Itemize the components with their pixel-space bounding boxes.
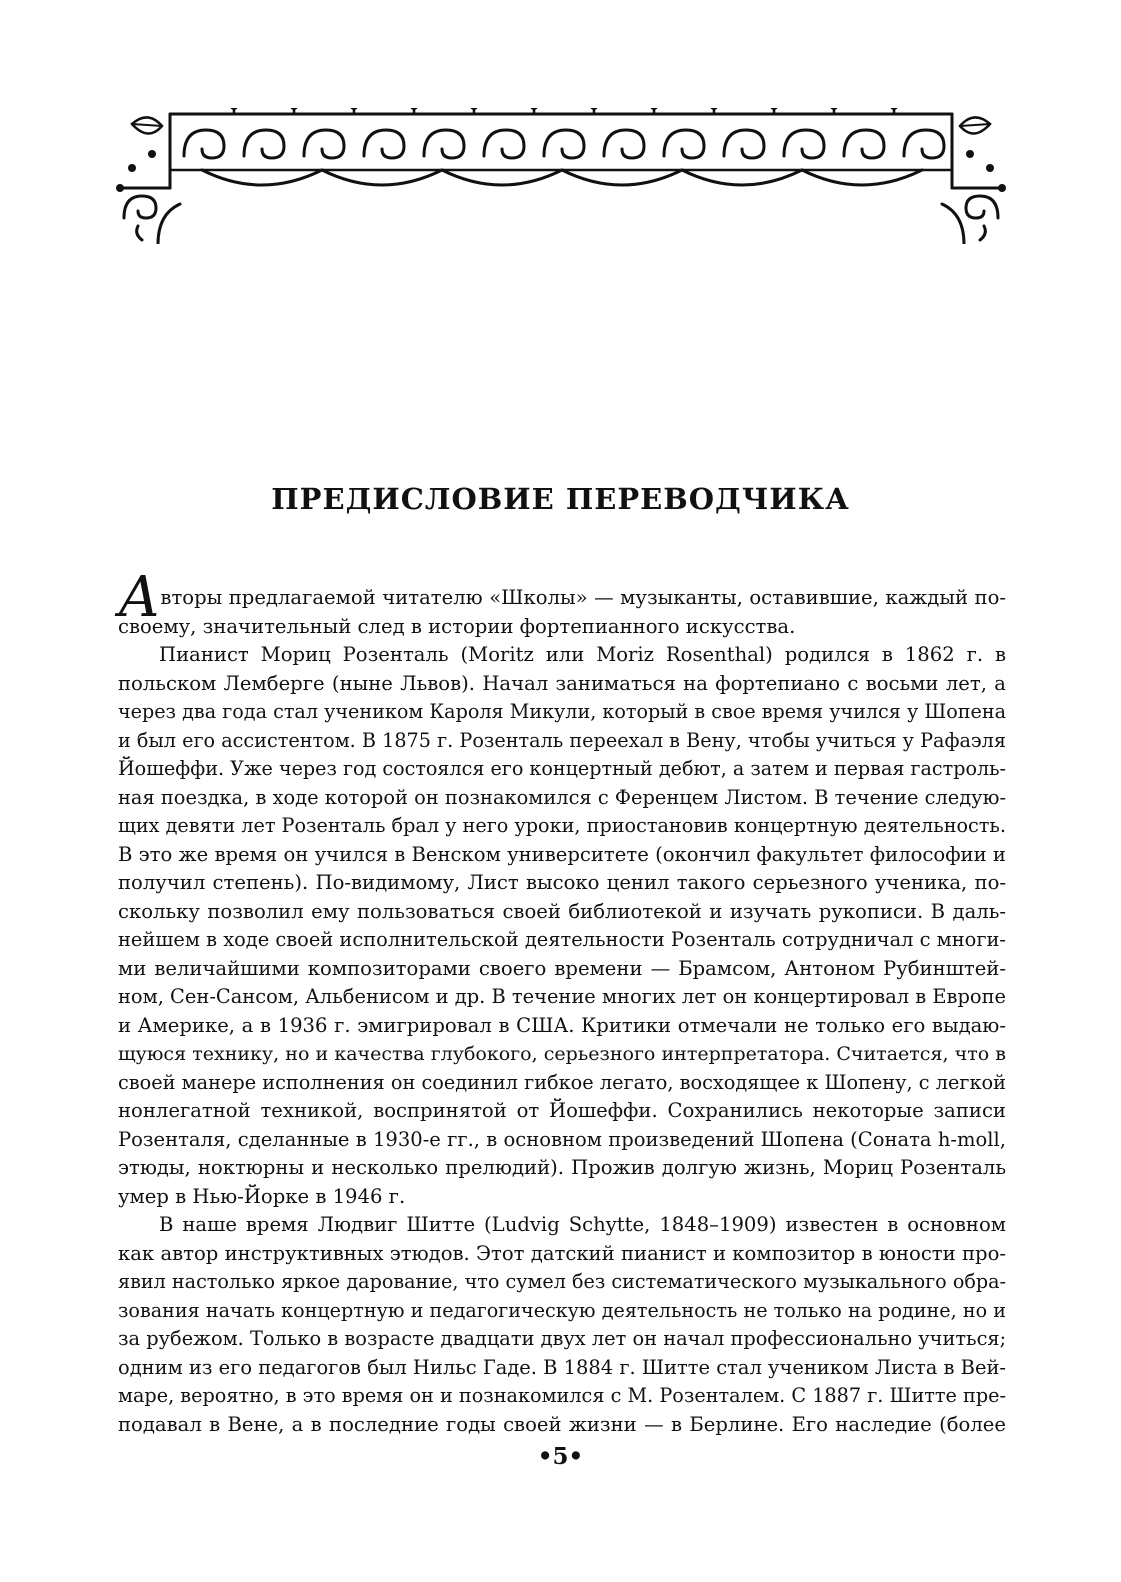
text-line: и был его ассистентом. В 1875 г. Розенталь переехал в Вену, чтобы учиться у Рафаэля <box>118 728 1006 752</box>
text-line: нонлегатной техникой, воспринятой от Йошеффи. Сохранились некоторые записи <box>118 1099 1006 1122</box>
text-line: В это же время он учился в Венском университете (окончил факультет философии и <box>118 842 1006 866</box>
drop-cap: А <box>118 565 159 630</box>
text-line: явил настолько яркое дарование, что сумел без систематического музыкального обра- <box>118 1270 1006 1293</box>
body-text <box>118 565 1007 1439</box>
text-line: А вторы предлагаемой читателю «Школы» — музыканты, оставившие, каждый по- <box>118 565 1006 630</box>
page-number: •5• <box>537 1443 584 1470</box>
header-ornament-icon <box>112 108 1010 244</box>
text-line: этюды, ноктюрны и несколько прелюдий). Прожив долгую жизнь, Мориц Розенталь <box>118 1156 1006 1179</box>
text-line: Розенталя, сделанные в 1930-е гг., в основном произведений Шопена (Соната h-moll, <box>118 1127 1006 1151</box>
text-line: ми величайшими композиторами своего времени — Брамсом, Антоном Рубинштей- <box>118 956 1006 980</box>
text-line: ная поездка, в ходе которой он познакомился с Ференцем Листом. В течение следую- <box>118 785 1006 809</box>
text-line: своей манере исполнения он соединил гибкое легато, восходящее к Шопену, с легкой <box>118 1070 1006 1094</box>
text-line: Йошеффи. Уже через год состоялся его концертный дебют, а затем и первая гастроль- <box>118 757 1006 780</box>
text-line: щих девяти лет Розенталь брал у него уроки, приостановив концертную деятельность. <box>118 814 1006 837</box>
text-line: за рубежом. Только в возрасте двадцати двух лет он начал профессионально учиться; <box>118 1327 1007 1350</box>
text-line: своему, значительный след в истории фортепианного искусства. <box>118 614 796 638</box>
text-line: скольку позволил ему пользоваться своей библиотекой и изучать рукописи. В даль- <box>118 899 1006 923</box>
text-line: через два года стал учеником Кароля Микули, который в свое время учился у Шопена <box>118 700 1006 723</box>
text-line: польском Лемберге (ныне Львов). Начал заниматься на фортепиано с восьми лет, а <box>118 671 1006 695</box>
text-line: В наше время Людвиг Шитте (Ludvig Schytte, 1848–1909) известен в основном <box>159 1213 1006 1236</box>
text-line: зования начать концертную и педагогическую деятельность не только на родине, но и <box>118 1298 1006 1322</box>
text-line: умер в Нью-Йорке в 1946 г. <box>118 1184 406 1208</box>
text-line: получил степень). По-видимому, Лист высоко ценил такого серьезного ученика, по- <box>118 871 1006 894</box>
text-line: нейшем в ходе своей исполнительской деятельности Розенталь сотрудничал с многи- <box>118 928 1006 951</box>
text-line: ном, Сен-Сансом, Альбенисом и др. В течение многих лет он концертировал в Европе <box>118 985 1006 1008</box>
text-line: одним из его педагогов был Нильс Гаде. В 1884 г. Шитте стал учеником Листа в Вей- <box>118 1355 1006 1379</box>
text-line: подавал в Вене, а в последние годы своей жизни — в Берлине. Его наследие (более <box>118 1412 1006 1436</box>
text-line: маре, вероятно, в это время он и познакомился с М. Розенталем. С 1887 г. Шитте пре- <box>118 1384 1006 1407</box>
text-line: Пианист Мориц Розенталь (Moritz или Moriz Rosenthal) родился в 1862 г. в <box>159 643 1006 666</box>
text-line: щуюся технику, но и качества глубокого, серьезного интерпретатора. Считается, что в <box>118 1043 1006 1065</box>
text-line: и Америке, а в 1936 г. эмигрировал в США. Критики отмечали не только его выдаю- <box>118 1013 1006 1037</box>
page-title: ПРЕДИСЛОВИЕ ПЕРЕВОДЧИКА <box>271 482 850 516</box>
text-line: как автор инструктивных этюдов. Этот датский пианист и композитор в юности про- <box>118 1241 1006 1265</box>
